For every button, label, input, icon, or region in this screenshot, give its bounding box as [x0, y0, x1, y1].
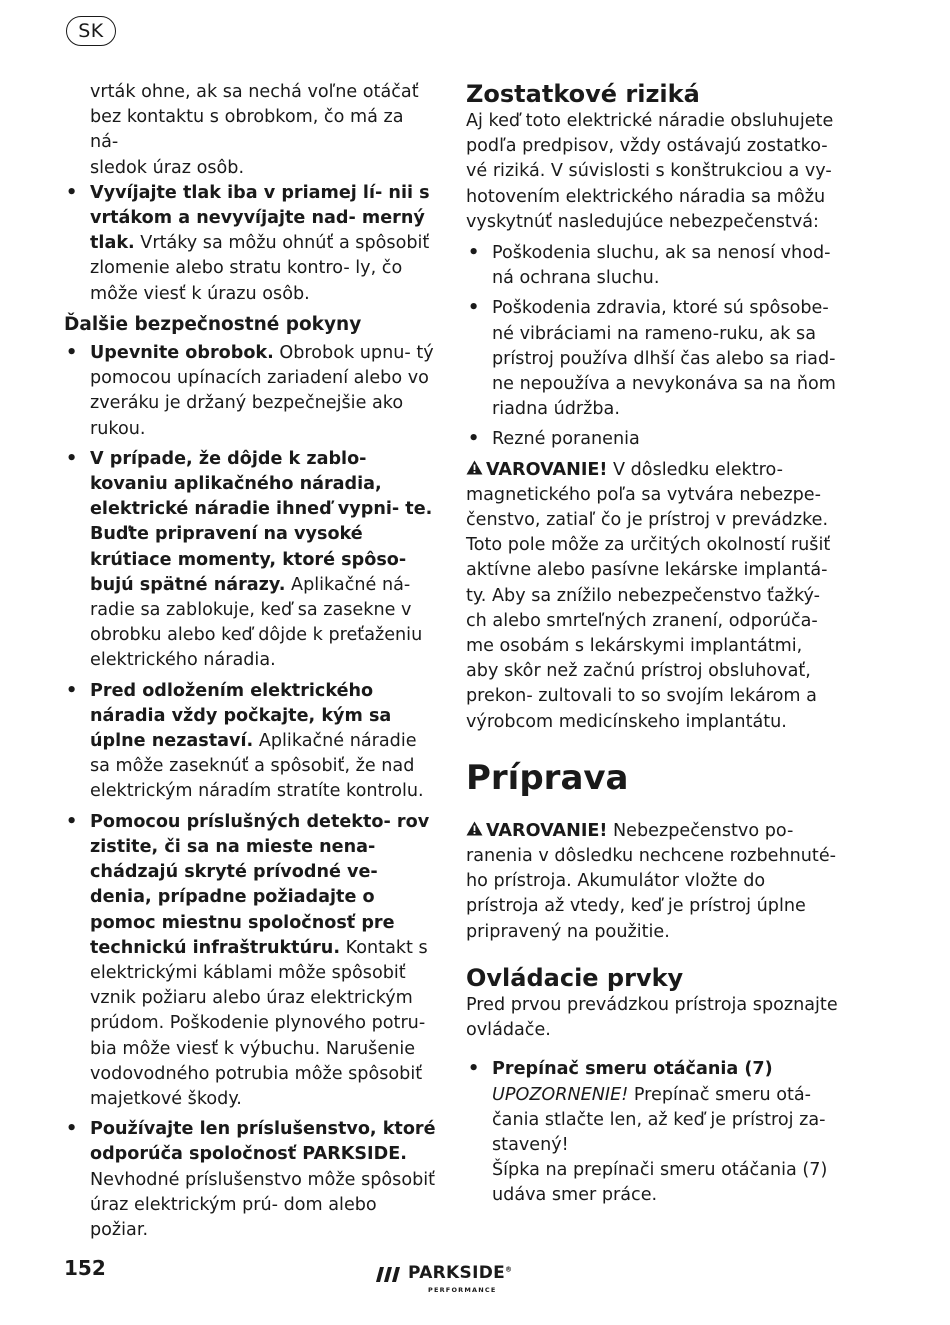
- bold-instruction: V prípade, že dôjde k zablo- kovaniu aplikačného náradia, elektrické náradie ihneď vypni- te. Buďte pripravení na vysoké krútiace momenty, ktoré spôso- bujú spätné nárazy.: [90, 448, 433, 595]
- control-arrow-text: Šípka na prepínači smeru otáčania (7) udáva smer práce.: [492, 1160, 828, 1206]
- continued-paragraph: [64, 80, 436, 181]
- text-line: vrták ohne, ak sa nechá voľne otáčať: [90, 82, 419, 102]
- page-number: 152: [64, 1256, 106, 1280]
- warning-triangle-icon: [466, 458, 486, 483]
- bullet-icon: •: [66, 680, 78, 701]
- language-badge: SK: [66, 16, 116, 46]
- text-line: sledok úraz osôb.: [90, 157, 245, 178]
- bullet-icon: •: [66, 811, 78, 832]
- control-caution: [492, 1083, 838, 1159]
- list-item: [466, 1057, 838, 1208]
- section-subheading: Ďalšie bezpečnostné pokyny: [64, 313, 362, 335]
- list-item: [466, 241, 838, 291]
- left-column: [64, 80, 436, 1248]
- bullet-icon: •: [468, 298, 480, 319]
- caution-text: Prepínač smeru otá- čania stlačte len, až keď je prístroj za- stavený!: [492, 1084, 826, 1155]
- registered-mark: ®: [505, 1265, 513, 1274]
- emf-warning: [466, 458, 838, 735]
- warning-text: Nebezpečenstvo po- ranenia v dôsledku nechcene rozbehnuté- ho prístroja. Akumulátor vložte do prístroja až vtedy, keď je prístroj úplne pripravený na použitie.: [466, 820, 837, 942]
- item-text: Rezné poranenia: [492, 429, 640, 450]
- parkside-logo: [376, 1262, 526, 1298]
- item-text: Poškodenia sluchu, ak sa nenosí vhod- ná ochrana sluchu.: [492, 243, 831, 289]
- text-line: bez kontaktu s obrobkom, čo má za ná-: [90, 107, 404, 153]
- heading-residual-risks: Zostatkové riziká: [466, 80, 700, 108]
- list-item: [64, 447, 436, 674]
- list-item: [466, 427, 838, 452]
- item-text: Poškodenia zdravia, ktoré sú spôsobe- né vibráciami na rameno-ruku, ak sa prístroj používa dlhší čas alebo sa riad- ne nepoužíva a nevykonáva sa na ňom riadna údržba.: [492, 298, 836, 420]
- list-item: [466, 296, 838, 422]
- warning-label: VAROVANIE!: [486, 820, 608, 841]
- bold-instruction: Pomocou príslušných detekto- rov zistite, či sa na mieste nena- chádzajú skryté prívodné ve- denia, prípadne požiadajte o pomoc miestnu spoločnosť pre technickú infraštruktúru.: [90, 811, 430, 958]
- bold-instruction: Upevnite obrobok.: [90, 343, 274, 364]
- caution-label: UPOZORNENIE!: [492, 1084, 629, 1105]
- heading-controls: Ovládacie prvky: [466, 963, 684, 992]
- item-text: Nevhodné príslušenstvo môže spôsobiť úraz elektrickým prú- dom alebo požiar.: [90, 1169, 436, 1240]
- right-column: [466, 79, 838, 1214]
- startup-warning: [466, 819, 838, 945]
- heading-preparation: Príprava: [466, 757, 629, 798]
- bold-instruction: Používajte len príslušenstvo, ktoré odporúča spoločnosť PARKSIDE.: [90, 1119, 436, 1165]
- control-name: Prepínač smeru otáčania (7): [492, 1059, 773, 1080]
- bold-instruction: Vyvíjajte tlak iba v priamej lí- nii s vrtákom a nevyvíjajte nad- merný tlak.: [90, 182, 430, 254]
- bold-instruction: Pred odložením elektrického náradia vždy počkajte, kým sa úplne nezastaví.: [90, 680, 392, 752]
- brand-wordmark: PARKSIDE: [408, 1263, 506, 1283]
- logo-stripes-icon: [376, 1267, 404, 1282]
- item-text: Kontakt s elektrickými káblami môže spôsobiť vznik požiaru alebo úraz elektrickým prúdom. Poškodenie plynového potru- bia môže viesť k výbuchu. Narušenie vodovodného potrubia môže spôsobiť majetkové škody.: [90, 937, 428, 1109]
- item-text: Vrtáky sa môžu ohnúť a spôsobiť zlomenie alebo stratu kontro- ly, čo môže viesť k úrazu osôb.: [90, 233, 430, 304]
- list-item: [64, 810, 436, 1112]
- brand-subline: PERFORMANCE: [428, 1286, 497, 1294]
- warning-triangle-icon: [466, 819, 486, 844]
- bullet-icon: •: [468, 429, 480, 450]
- bullet-icon: •: [66, 448, 78, 469]
- bullet-icon: •: [468, 1059, 480, 1080]
- item-text: Obrobok upnu- tý pomocou upínacích zariadení alebo vo zveráku je držaný bezpečnejšie ako rukou.: [90, 343, 434, 439]
- controls-intro: Pred prvou prevádzkou prístroja spoznajte ovládače.: [466, 994, 838, 1041]
- warning-text: V dôsledku elektro- magnetického poľa sa vytvára nebezpe- čenstvo, zatiaľ čo je prístroj v prevádzke. Toto pole môže za určitých okolností rušiť aktívne alebo pasívne lekárske implantá- ty. Aby sa znížilo nebezpečenstvo ťažký- ch alebo smrteľných zranení, odporúča- me osobám s lekárskymi implantátmi, aby skôr než začnú prístroj obsluhovať, prekon- zultovali to so svojím lekárom a výrobcom medicínskeho implantátu.: [466, 459, 831, 732]
- list-item: [64, 1117, 436, 1243]
- bullet-icon: •: [468, 243, 480, 264]
- warning-label: VAROVANIE!: [486, 459, 608, 480]
- item-text: Aplikačné ná- radie sa zablokuje, keď sa zasekne v obrobku alebo keď dôjde k preťaženiu elektrického náradia.: [90, 574, 423, 671]
- residual-intro: Aj keď toto elektrické náradie obsluhujete podľa predpisov, vždy ostávajú zostatko- vé riziká. V súvislosti s konštrukciou a vy- hotovením elektrického náradia sa môžu vyskytnúť nasledujúce nebezpečenstvá:: [466, 111, 834, 232]
- bullet-icon: •: [66, 182, 78, 203]
- list-item: [64, 181, 436, 307]
- list-item: [64, 679, 436, 805]
- item-text: Aplikačné náradie sa môže zaseknúť a spôsobiť, že nad elektrickým náradím stratíte kontrolu.: [90, 731, 424, 802]
- list-item: [64, 341, 436, 442]
- bullet-icon: •: [66, 1119, 78, 1140]
- bullet-icon: •: [66, 343, 78, 364]
- brand-name: [408, 1263, 512, 1283]
